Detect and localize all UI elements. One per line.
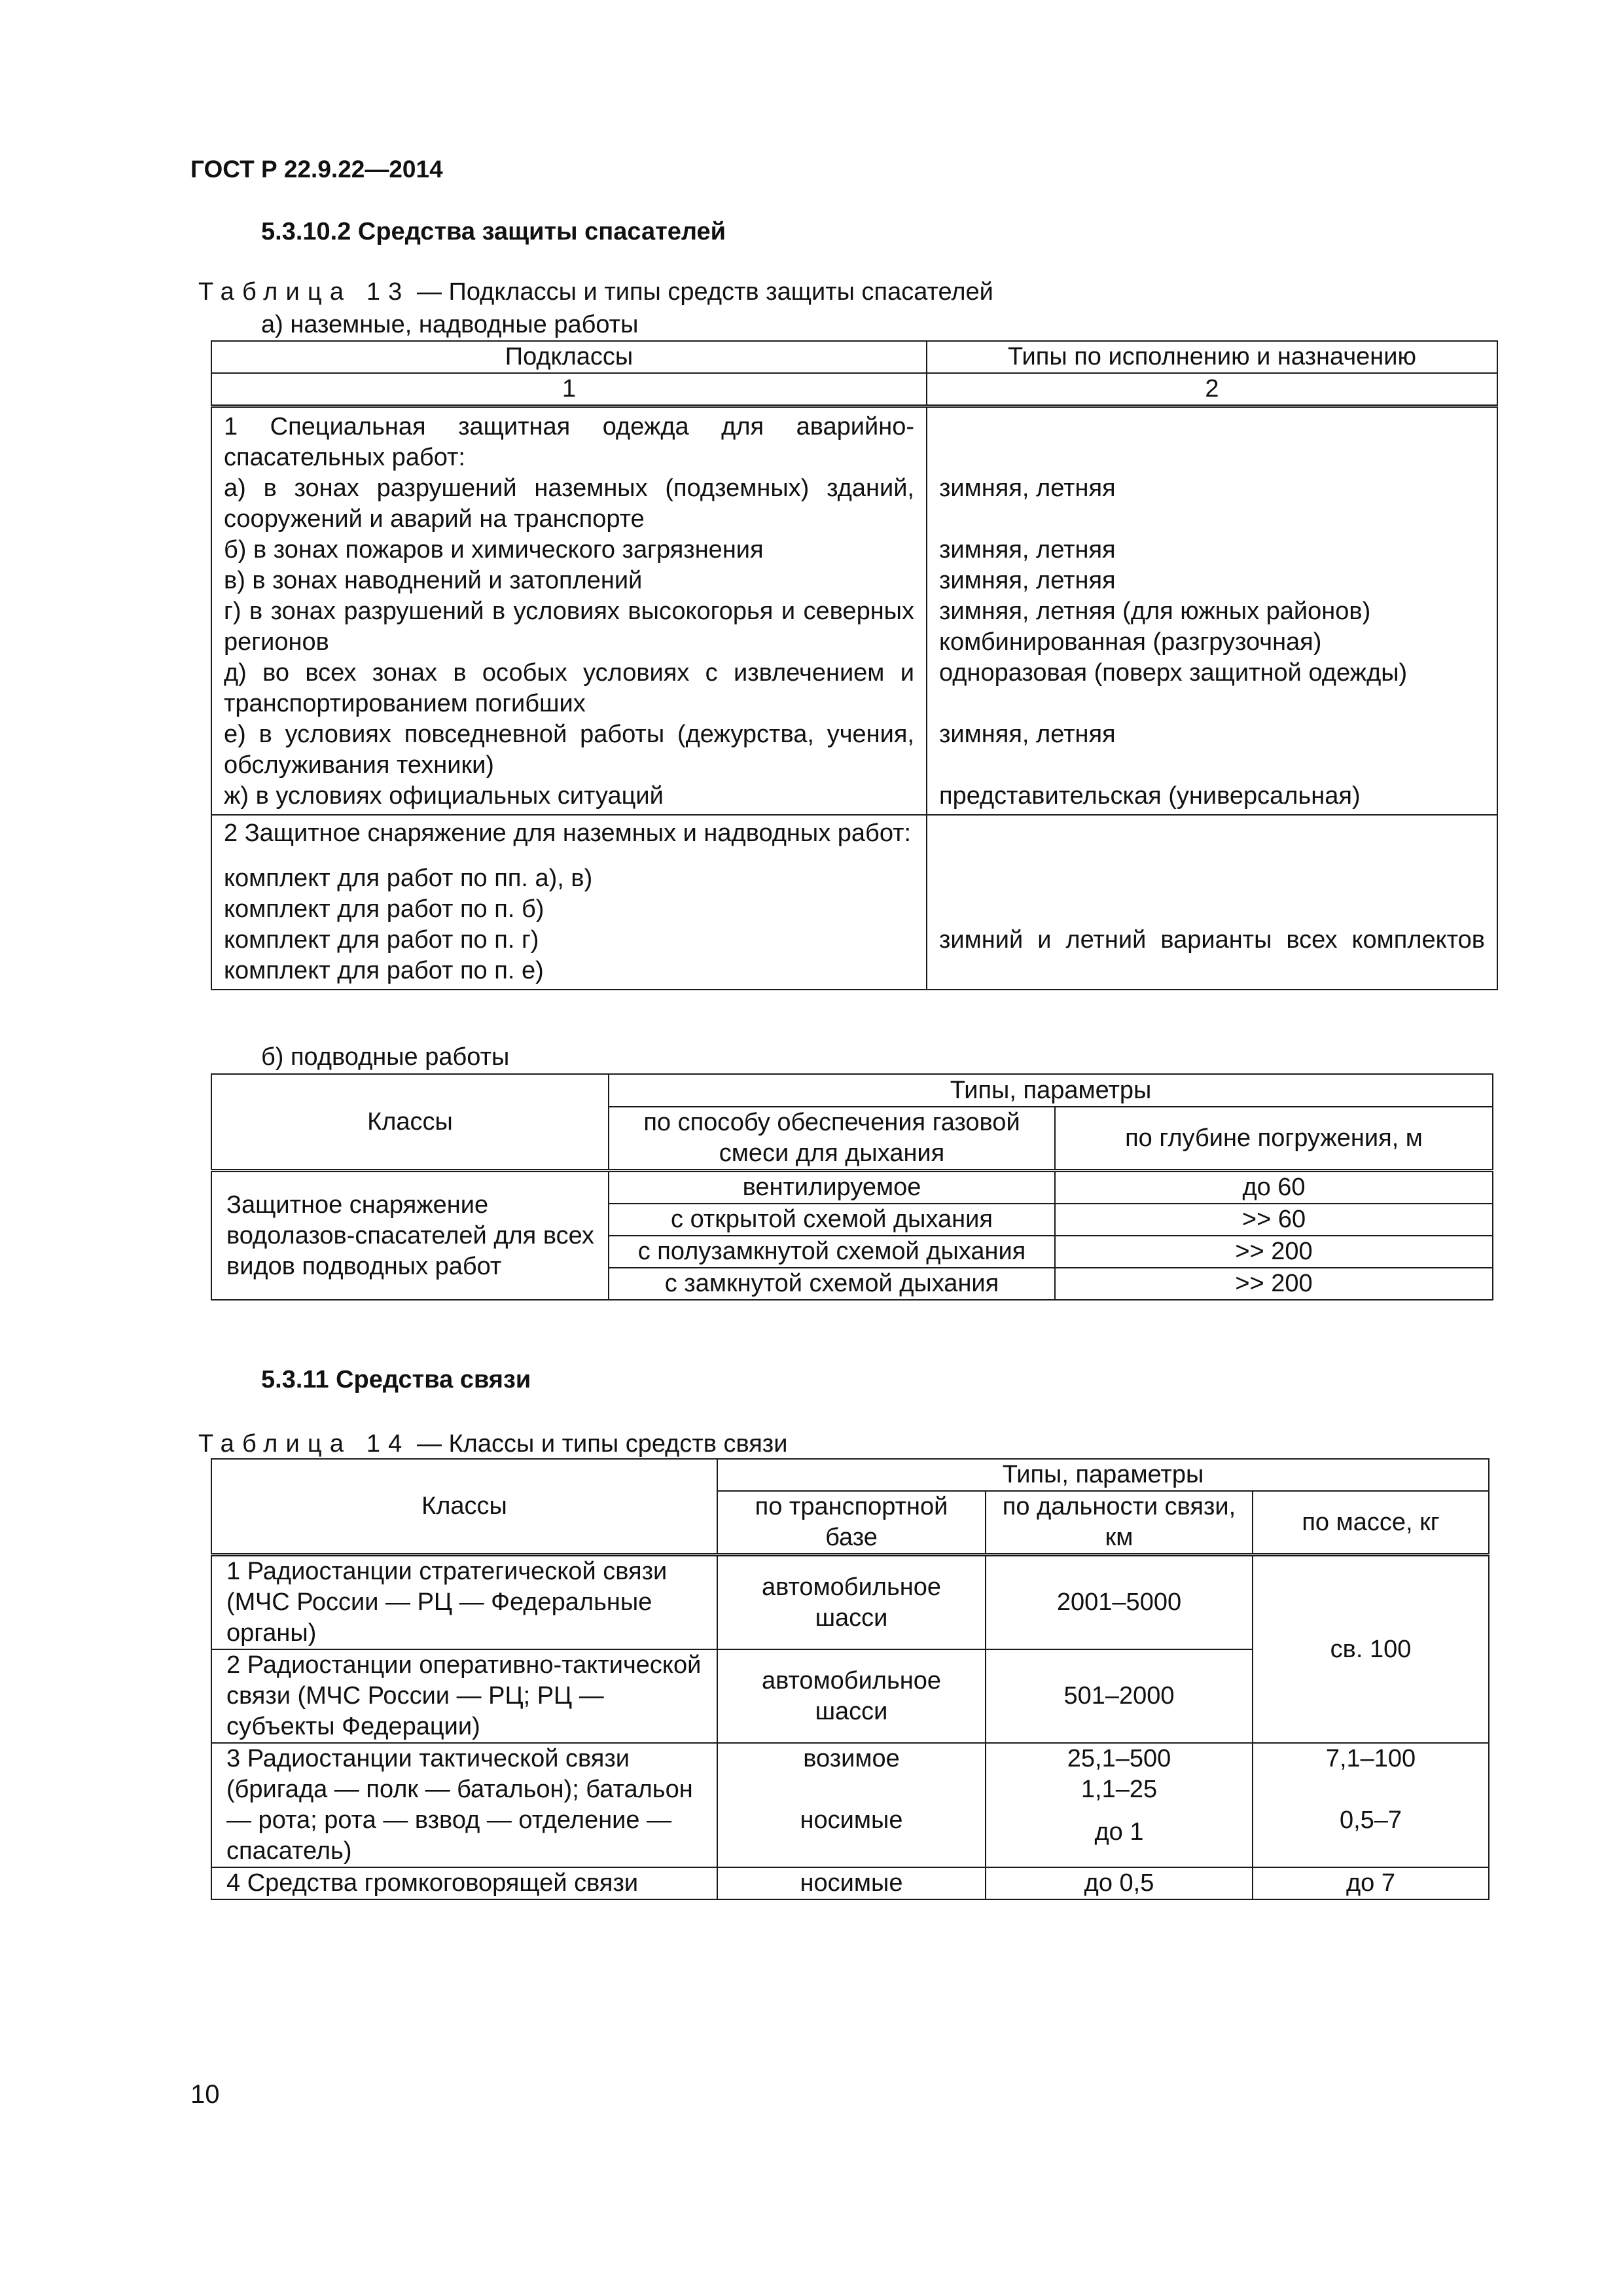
table13-caption <box>198 278 993 306</box>
table14-caption-label: Таблица 14 <box>198 1430 410 1458</box>
b-depth-1: до 60 <box>1055 1171 1493 1204</box>
t14-row2-range: 501–2000 <box>986 1649 1253 1743</box>
t14-row4-base: носимые <box>717 1867 986 1899</box>
t14-row3-range-b: 1,1–25 <box>1080 1776 1158 1803</box>
group2-item-4: комплект для работ по п. е) <box>224 957 544 984</box>
b-depth-2: >> 60 <box>1055 1204 1493 1236</box>
group1-subclasses-cell <box>211 406 927 816</box>
group1-type-zh: представительская (универсальная) <box>939 782 1361 810</box>
group1-type-g: зимняя, летняя (для южных районов) <box>939 598 1371 625</box>
group1-types-cell <box>927 406 1497 816</box>
table13-part-b-label: б) подводные работы <box>261 1043 510 1071</box>
group2-type: зимний и летний варианты всех комплектов <box>939 926 1485 954</box>
group2-types-cell <box>927 815 1497 990</box>
group2-item-1: комплект для работ по пп. а), в) <box>224 865 593 892</box>
col-number-2: 2 <box>927 373 1497 406</box>
t14-row2-base: автомобильное шасси <box>717 1649 986 1743</box>
b-class-cell: Защитное снаряжение водолазов-спасателей для всех видов подводных работ <box>211 1171 609 1300</box>
table13-part-a-label: а) наземные, надводные работы <box>261 311 639 338</box>
t14-row3-mass-b: 0,5–7 <box>1339 1806 1402 1834</box>
group2-item-3: комплект для работ по п. г) <box>224 926 539 954</box>
t14-row3-range-cell <box>986 1743 1253 1867</box>
t14-row3-mass-cell <box>1253 1743 1489 1867</box>
b-header-classes: Классы <box>211 1074 609 1171</box>
group1-item-e: е) в условиях повседневной работы (дежурства, учения, обслуживания техники) <box>224 721 914 779</box>
group1-item-zh: ж) в условиях официальных ситуаций <box>224 782 664 810</box>
t14-header-types-params: Типы, параметры <box>717 1459 1489 1491</box>
group2-intro: 2 Защитное снаряжение для наземных и надводных работ: <box>224 819 912 847</box>
b-gas-1: вентилируемое <box>609 1171 1055 1204</box>
group1-item-b: б) в зонах пожаров и химического загрязнения <box>224 536 764 564</box>
t14-row1-range: 2001–5000 <box>986 1555 1253 1650</box>
group1-type-a: зимняя, летняя <box>939 475 1116 502</box>
group1-type-d: одноразовая (поверх защитной одежды) <box>939 659 1408 687</box>
t14-row3-base-a: возимое <box>803 1745 900 1772</box>
b-gas-2: с открытой схемой дыхания <box>609 1204 1055 1236</box>
b-header-by-gas: по способу обеспечения газовой смеси для дыхания <box>609 1107 1055 1171</box>
t14-row3-range-a: 25,1–500 <box>1067 1745 1171 1772</box>
t14-header-by-mass: по массе, кг <box>1253 1491 1489 1555</box>
group1-type-v: зимняя, летняя <box>939 567 1116 594</box>
t14-row3-base-b: носимые <box>800 1806 903 1834</box>
table13-part-a <box>211 340 1498 990</box>
t14-row1-class: 1 Радиостанции стратегической связи (МЧС России — РЦ — Федеральные органы) <box>211 1555 717 1650</box>
b-gas-3: с полузамкнутой схемой дыхания <box>609 1236 1055 1268</box>
group1-item-a: а) в зонах разрушений наземных (подземных) зданий, сооружений и аварий на транспорте <box>224 475 914 533</box>
header-types-purpose: Типы по исполнению и назначению <box>927 341 1497 373</box>
group2-subclasses-cell <box>211 815 927 990</box>
group2-item-2: комплект для работ по п. б) <box>224 895 544 923</box>
group1-type-b: зимняя, летняя <box>939 536 1116 564</box>
t14-row4-range: до 0,5 <box>986 1867 1253 1899</box>
group1-intro: 1 Специальная защитная одежда для аварийно-спасательных работ: <box>224 413 914 471</box>
section-heading-5-3-10-2: 5.3.10.2 Средства защиты спасателей <box>261 218 726 245</box>
table14-caption-text: — Классы и типы средств связи <box>410 1430 788 1458</box>
group1-type-g2: комбинированная (разгрузочная) <box>939 628 1322 656</box>
t14-row2-class: 2 Радиостанции оперативно-тактической связи (МЧС России — РЦ; РЦ — субъекты Федерации) <box>211 1649 717 1743</box>
table14 <box>211 1458 1489 1900</box>
t14-row3-mass-a: 7,1–100 <box>1325 1745 1416 1772</box>
t14-row3-base-cell <box>717 1743 986 1867</box>
header-subclasses: Подклассы <box>211 341 927 373</box>
t14-header-classes: Классы <box>211 1459 717 1555</box>
t14-header-by-range: по дальности связи, км <box>986 1491 1253 1555</box>
t14-row3-range-c: до 1 <box>1094 1818 1144 1846</box>
t14-row4-mass: до 7 <box>1253 1867 1489 1899</box>
t14-row3-class: 3 Радиостанции тактической связи (бригада — полк — батальон); батальон — рота; рота — взвод — отделение — спасатель) <box>211 1743 717 1867</box>
table13-caption-text: — Подклассы и типы средств защиты спасателей <box>410 278 993 306</box>
b-depth-3: >> 200 <box>1055 1236 1493 1268</box>
t14-row1-base: автомобильное шасси <box>717 1555 986 1650</box>
group1-item-g: г) в зонах разрушений в условиях высокогорья и северных регионов <box>224 598 914 656</box>
table14-caption <box>198 1430 787 1458</box>
b-header-types-params: Типы, параметры <box>609 1074 1493 1107</box>
t14-header-by-transport: по транспортной базе <box>717 1491 986 1555</box>
table13-caption-label: Таблица 13 <box>198 278 410 306</box>
group1-type-e: зимняя, летняя <box>939 721 1116 748</box>
t14-row4-class: 4 Средства громкоговорящей связи <box>211 1867 717 1899</box>
group1-item-d: д) во всех зонах в особых условиях с извлечением и транспортированием погибших <box>224 659 914 717</box>
page-number: 10 <box>190 2080 220 2109</box>
table13-part-b <box>211 1073 1493 1300</box>
group1-item-v: в) в зонах наводнений и затоплений <box>224 567 643 594</box>
col-number-1: 1 <box>211 373 927 406</box>
b-gas-4: с замкнутой схемой дыхания <box>609 1268 1055 1300</box>
document-code: ГОСТ Р 22.9.22—2014 <box>190 156 443 183</box>
b-depth-4: >> 200 <box>1055 1268 1493 1300</box>
section-heading-5-3-11: 5.3.11 Средства связи <box>261 1366 531 1393</box>
b-header-by-depth: по глубине погружения, м <box>1055 1107 1493 1171</box>
t14-mass-merged: св. 100 <box>1253 1555 1489 1744</box>
